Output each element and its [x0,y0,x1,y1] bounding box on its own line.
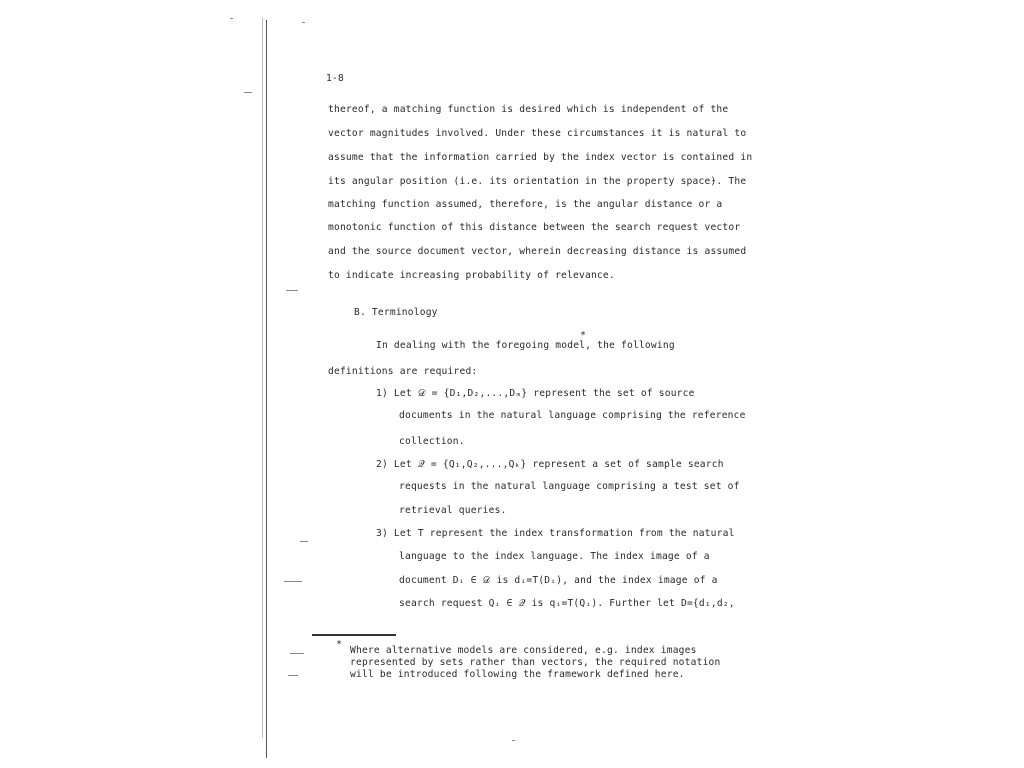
footnote-line: represented by sets rather than vectors, the required notation [350,657,721,668]
paragraph2-line: In dealing with the foregoing model, the following [376,340,675,351]
definition-1-line: documents in the natural language comprising the reference [399,410,746,421]
scan-speck [230,18,233,19]
paragraph1-line: monotonic function of this distance between the search request vector [328,222,741,233]
paragraph1-line: vector magnitudes involved. Under these circumstances it is natural to [328,128,747,139]
scan-speck [302,22,305,23]
page-number: 1-8 [326,73,344,84]
scan-speck [244,92,252,93]
definition-3-line: 3) Let T represent the index transformation from the natural [376,528,735,539]
definition-3-line: language to the index language. The index image of a [399,551,710,562]
footnote-line: Where alternative models are considered, e.g. index images [350,645,697,656]
definition-3-line: document Dᵢ ∈ 𝒟 is dᵢ=T(Dᵢ), and the index image of a [399,575,718,586]
scan-speck [284,581,302,582]
definition-2-line: 2) Let 𝒬 = {Q₁,Q₂,...,Qₖ} represent a set of sample search [376,459,724,470]
section-heading: B. Terminology [354,307,438,318]
paragraph1-line: assume that the information carried by the index vector is contained in [328,152,753,163]
definition-2-line: requests in the natural language comprising a test set of [399,481,740,492]
footnote-reference-mark: * [580,330,587,341]
footnote-marker: * [336,639,343,650]
paragraph2-line: definitions are required: [328,366,478,377]
scan-speck [288,675,298,676]
paragraph1-line: to indicate increasing probability of relevance. [328,270,615,281]
scan-speck [512,740,515,741]
paragraph1-line: and the source document vector, wherein decreasing distance is assumed [328,246,747,257]
paragraph1-line: its angular position (i.e. its orientation in the property space). The [328,176,747,187]
definition-1-line: 1) Let 𝒟 = {D₁,D₂,...,Dₘ} represent the set of source [376,388,695,399]
binding-shadow-line [262,18,263,738]
paragraph1-line: matching function assumed, therefore, is the angular distance or a [328,199,723,210]
definition-2-line: retrieval queries. [399,505,507,516]
footnote-line: will be introduced following the framework defined here. [350,669,685,680]
binding-edge-line [266,20,267,758]
scan-speck [300,541,308,542]
definition-1-line: collection. [399,436,465,447]
scan-speck [290,653,304,654]
paragraph1-line: thereof, a matching function is desired which is independent of the [328,104,729,115]
footnote-rule [312,634,396,636]
scan-speck [286,290,298,291]
definition-3-line: search request Qᵢ ∈ 𝒬 is qᵢ=T(Qᵢ). Further let D={d₁,d₂, [399,598,735,609]
